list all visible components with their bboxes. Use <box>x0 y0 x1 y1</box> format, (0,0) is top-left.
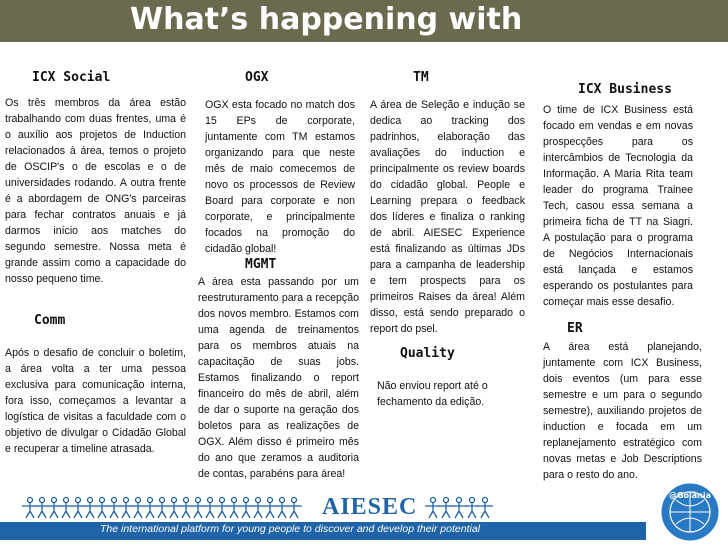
emblem-label: @Goiânia <box>668 491 712 500</box>
icx-social-heading: ICX Social <box>32 70 111 85</box>
people-chain-right-icon <box>425 496 505 520</box>
icx-business-heading: ICX Business <box>578 82 672 97</box>
comm-heading: Comm <box>34 313 66 328</box>
quality-heading: Quality <box>400 346 455 361</box>
comm-text: Após o desafio de concluir o boletim, a área volta a ter uma pessoa exclusiva para comunicação interna, fora isso, começamos a levantar a logística de visitas a faculdade com o objetivo de divulgar o Cidadão Global e recuperar a timeline atrasada. <box>5 347 186 455</box>
ogx-text: OGX esta focado no match dos 15 EPs de corporate, juntamente com TM estamos organizando para que neste mês de maio comecemos de novo os processos de Review Board para corporate e non corporate, e principalmente focados na promoção do cidadão global! <box>205 99 355 255</box>
footer-tagline: The international platform for young people to discover and develop their potential <box>100 523 480 535</box>
people-chain-left-icon <box>0 496 330 520</box>
tm-heading: TM <box>413 70 429 85</box>
tm-text: A área de Seleção e indução se dedica ao tracking dos padrinhos, elaboração das avaliações do induction e principalmente os review boards do cidadão global. People e Learning prepara o feedback dos líderes e finaliza o ranking de abril. AIESEC Experience está finalizando as últimas JDs para a campanha de leadership e tem prospects para os primeiros Raises da área! Além disso, está sendo preparado o report do psel. <box>370 99 525 335</box>
er-text: A área está planejando, juntamente com ICX Business, dois eventos (um para esse semestre e um para o segundo semestre), auxiliando projetos de induction e focada em um replanejamento estratégico com novas metas e Job Descriptions para o resto do ano. <box>543 341 702 481</box>
mgmt-text: A área esta passando por um reestruturamento para a recepção dos novos membro. Estamos com uma agenda de treinamentos para os membros atuais na capacitação de suas jobs. Estamos finalizando o report financeiro do mês de abril, além de dar o suporte na geração dos boletos para as realizações de OGX. Além disso é primeiro mês do ano que zeramos a auditoria de contas, parabéns para área! <box>198 276 359 480</box>
er-heading: ER <box>567 321 583 336</box>
icx-social-text: Os três membros da área estão trabalhando com duas frentes, uma é o auxílio aos projetos de Induction relacionados à área, temos o projeto de OSCIP's o de escolas e o de universidades rodando. A outra frente é a abordagem de ONG's parceiras para fechar contratos anuais e já darmos início aos matches do segundo semestre. Nossa meta é grande assim como a capacidade do nosso pequeno time. <box>5 97 186 285</box>
icx-business-text: O time de ICX Business está focado em vendas e em novas prospecções para os intercâmbios de Tecnologia da Informação. A Maria Rita team leader do programa Trainee Tech, casou essa semana a primeira ficha de TT na Siagri. A postulação para o programa de Negócios Internacionais está lançada e estamos esperando os postulantes para começar mais esse desafio. <box>543 104 693 308</box>
banner-title: What’s happening with <box>130 2 523 37</box>
footer <box>0 492 728 546</box>
mgmt-heading: MGMT <box>245 257 277 272</box>
quality-text: Não enviou report até o fechamento da edição. <box>377 380 488 408</box>
aiesec-goiania-emblem <box>656 472 724 544</box>
aiesec-logo: AIESEC <box>322 494 418 520</box>
ogx-heading: OGX <box>245 70 269 85</box>
